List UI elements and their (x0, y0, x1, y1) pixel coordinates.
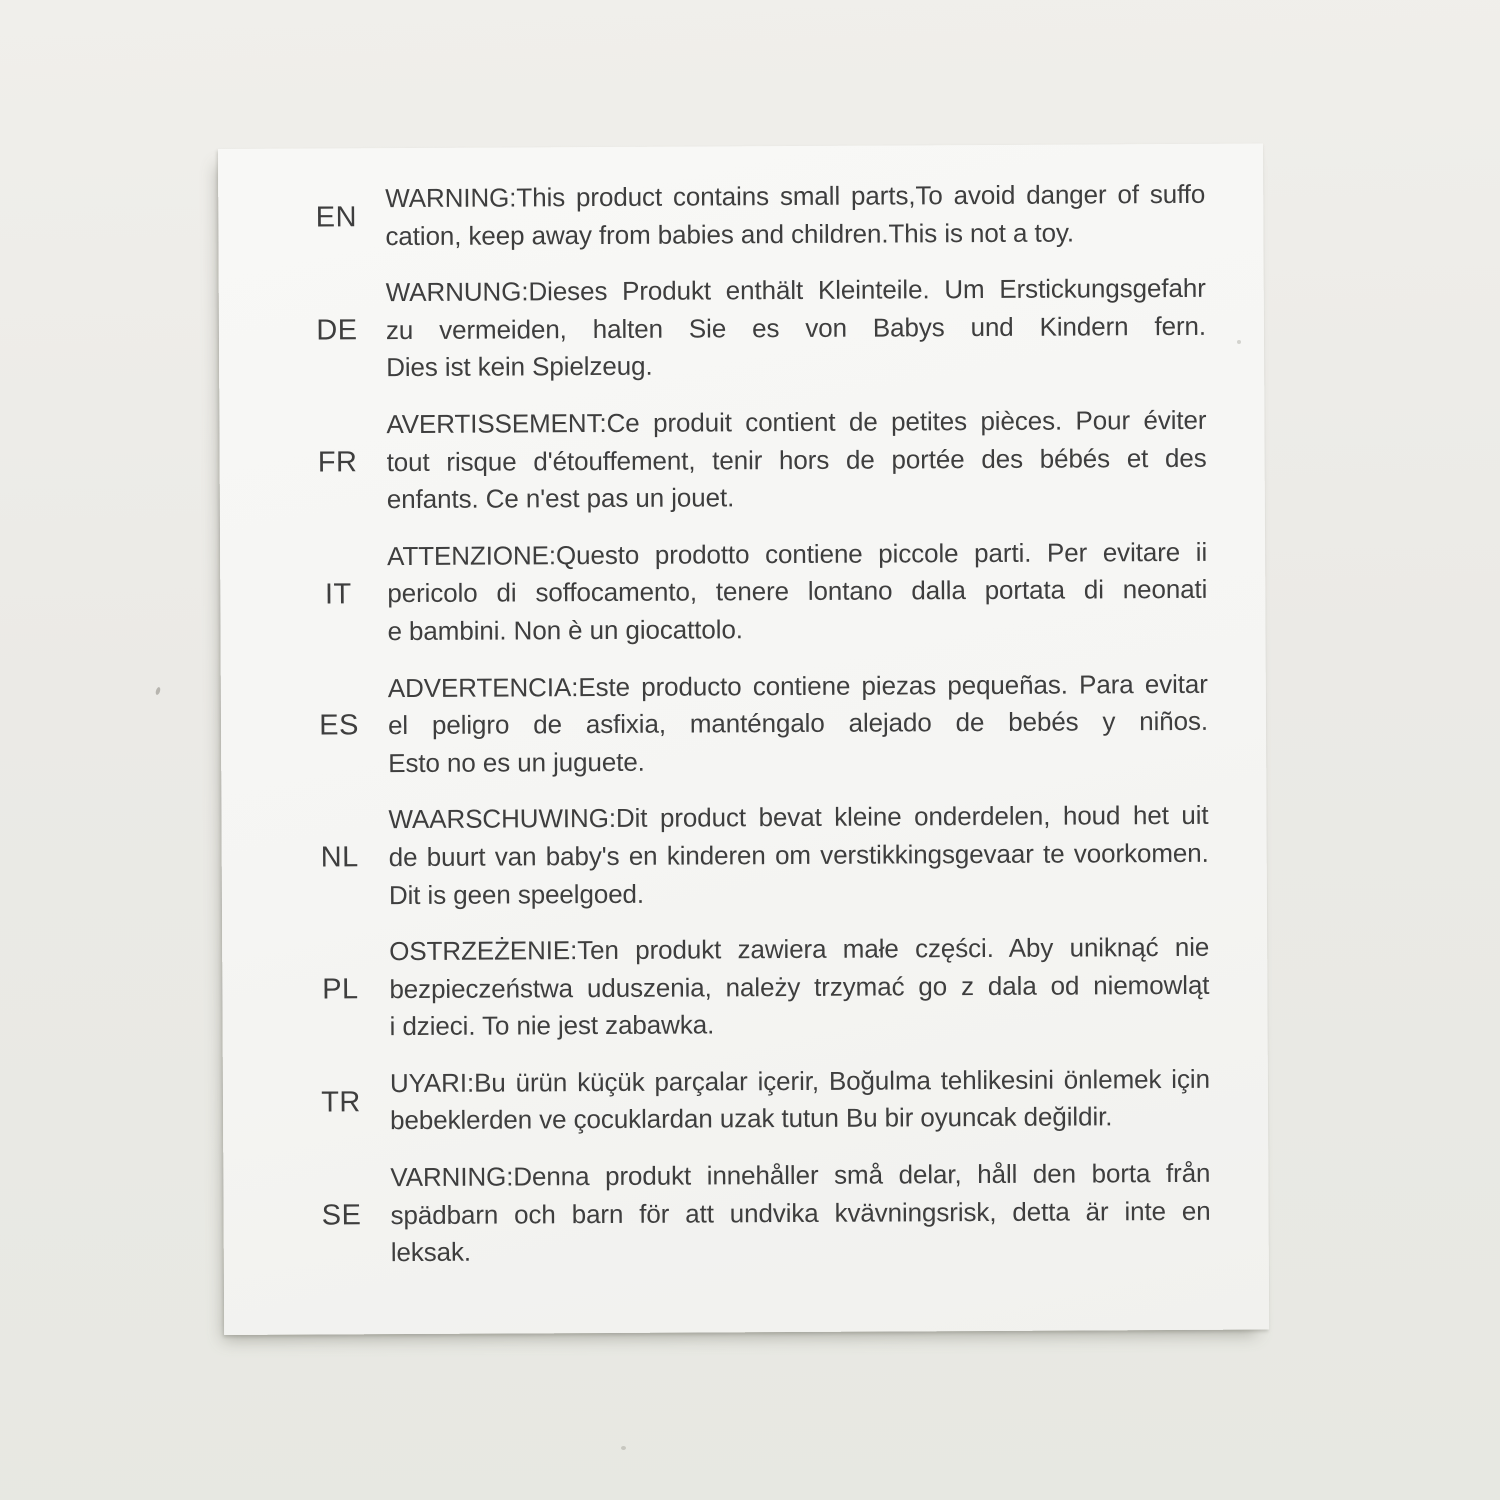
warning-section-de (219, 270, 1265, 388)
warning-line: zu vermeiden, halten Sie es von Babys und Kindern fern. (385, 310, 1207, 345)
warning-line: el peligro de asfixia, manténgalo alejado de bebés y niños. (387, 705, 1209, 741)
warning-section-pl (222, 929, 1268, 1047)
warning-line: ADVERTENCIA:Este producto contiene piezas pequeñas. Para evitar (387, 668, 1208, 703)
warning-line: spädbarn och barn för att undvika kvävningsrisk, detta är inte en (390, 1195, 1211, 1230)
dust-speck (621, 1446, 626, 1450)
warning-section-nl (221, 797, 1267, 915)
warning-sections (218, 176, 1269, 1273)
warning-line: e bambini. Non è un giocattolo. (387, 614, 743, 647)
warning-section-se (223, 1155, 1269, 1273)
language-code: FR (317, 446, 358, 479)
warning-text (390, 1061, 1210, 1140)
warning-text (388, 797, 1209, 914)
warning-section-es (221, 665, 1267, 783)
language-code: SE (321, 1199, 362, 1232)
warning-section-en (218, 176, 1263, 257)
warning-text (385, 176, 1205, 255)
dust-speck (1237, 340, 1241, 344)
warning-line: Esto no es un juguete. (388, 746, 645, 778)
warning-section-it (220, 533, 1266, 651)
warning-line: cation, keep away from babies and children.This is not a toy. (385, 217, 1075, 251)
language-code: DE (316, 314, 358, 347)
language-code: ES (319, 709, 359, 742)
warning-line: WARNUNG:Dieses Produkt enthält Kleinteile. Um Erstickungsgefahr (385, 273, 1206, 308)
warning-line: VARNING:Denna produkt innehåller små delar, håll den borta från (390, 1157, 1211, 1193)
dust-speck (155, 687, 161, 696)
warning-line: tout risque d'étouffement, tenir hors de portée des bébés et des (386, 442, 1207, 477)
warning-line: WARNING:This product contains small parts,To avoid danger of suffo (385, 178, 1206, 214)
warning-line: Dit is geen speelgoed. (388, 878, 645, 910)
warning-line: pericolo di soffocamento, tenere lontano dalla portata di neonati (387, 574, 1208, 609)
warning-text (390, 1155, 1211, 1272)
language-code: TR (321, 1086, 361, 1119)
warning-line: enfants. Ce n'est pas un jouet. (386, 482, 735, 515)
warning-label-paper (218, 144, 1269, 1335)
warning-text (387, 534, 1208, 651)
warning-line: AVERTISSEMENT:Ce produit contient de petites pièces. Pour éviter (386, 404, 1207, 440)
warning-line: OSTRZEŻENIE:Ten produkt zawiera małe części. Aby uniknąć nie (389, 931, 1210, 967)
warning-line: Dies ist kein Spielzeug. (386, 351, 653, 383)
warning-line: i dzieci. To nie jest zabawka. (389, 1009, 715, 1042)
language-code: IT (324, 577, 352, 611)
warning-text (388, 665, 1209, 782)
warning-line: leksak. (390, 1236, 472, 1268)
warning-section-tr (223, 1060, 1268, 1141)
warning-line: de buurt van baby's en kinderen om verstikkingsgevaar te voorkomen. (388, 837, 1209, 873)
language-code: NL (320, 841, 359, 874)
warning-line: WAARSCHUWING:Dit product bevat kleine onderdelen, houd het uit (388, 800, 1209, 835)
language-code: EN (315, 201, 358, 234)
warning-text (386, 270, 1207, 387)
warning-line: bebeklerden ve çocuklardan uzak tutun Bu bir oyuncak değildir. (390, 1101, 1113, 1136)
warning-text (389, 929, 1210, 1046)
language-code: PL (322, 973, 359, 1006)
warning-line: bezpieczeństwa uduszenia, należy trzymać go z dala od niemowląt (389, 969, 1210, 1004)
warning-section-fr (219, 401, 1265, 519)
warning-line: UYARI:Bu ürün küçük parçalar içerir, Boğulma tehlikesini önlemek için (389, 1063, 1210, 1098)
warning-line: ATTENZIONE:Questo prodotto contiene piccole parti. Per evitare ii (387, 536, 1208, 571)
warning-text (386, 402, 1207, 519)
